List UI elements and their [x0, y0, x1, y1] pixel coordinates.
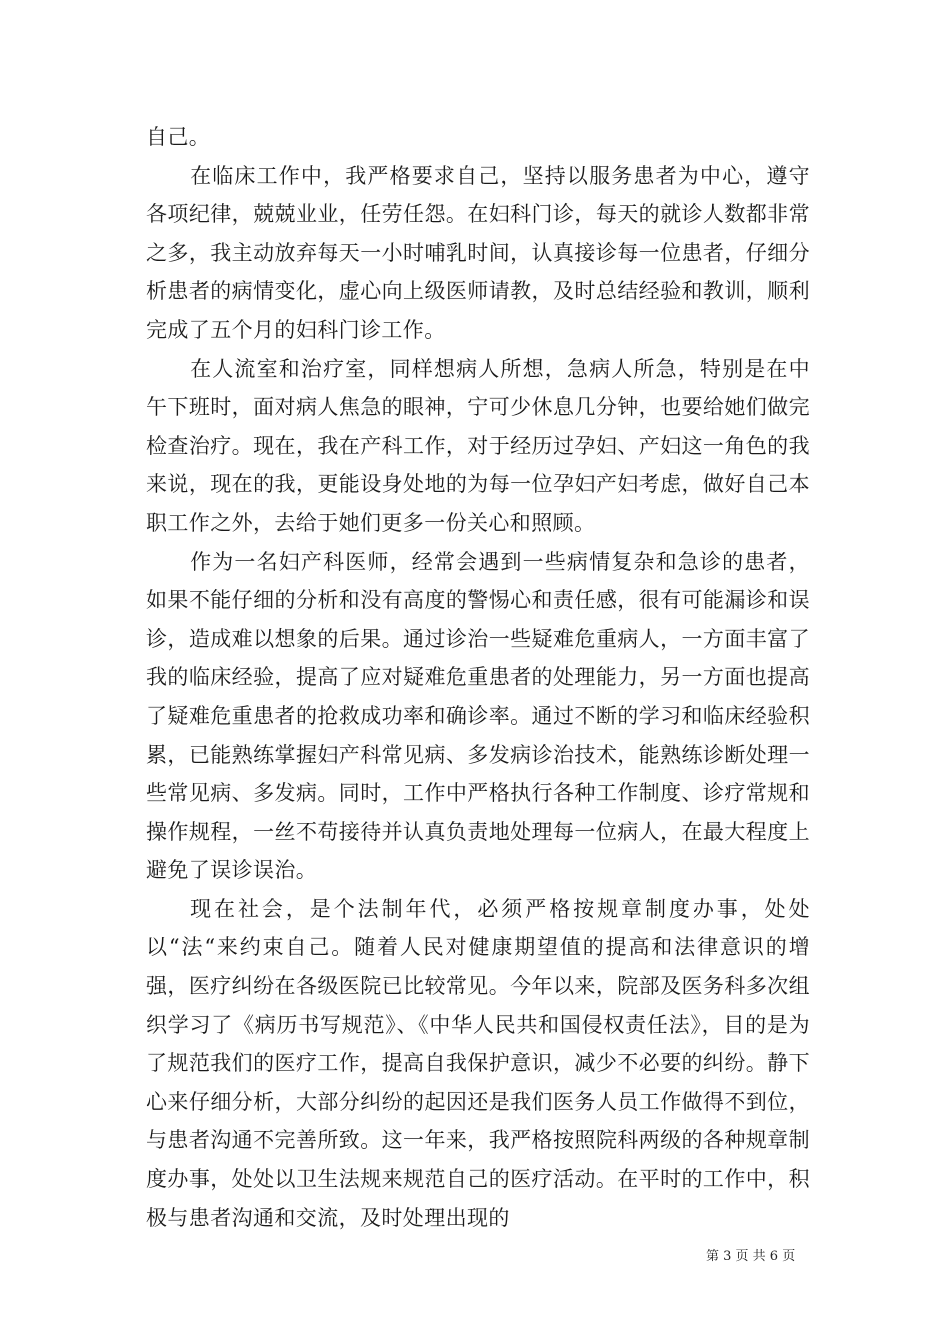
paragraph-continuation: 自己。: [146, 125, 211, 149]
paragraph-legal-era: 现在社会，是个法制年代，必须严格按规章制度办事，处处以“法“来约束自己。随着人民对健康期望值的提高和法律意识的增强，医疗纠纷在各级医院已比较常见。今年以来，院部及医务科多次组织学习了《病历书写规范》、《中华人民共和国侵权责任法》，目的是为了规范我们的医疗工作，提高自我保护意识，减少不必要的纠纷。静下心来仔细分析，大部分纠纷的起因还是我们医务人员工作做得不到位，与患者沟通不完善所致。这一年来，我严格按照院科两级的各种规章制度办事，处处以卫生法规来规范自己的医疗活动。在平时的工作中，积极与患者沟通和交流，及时处理出现的: [146, 896, 810, 1230]
paragraph-obstetrics-doctor: 作为一名妇产科医师，经常会遇到一些病情复杂和急诊的患者，如果不能仔细的分析和没有高度的警惕心和责任感，很有可能漏诊和误诊，造成难以想象的后果。通过诊治一些疑难危重病人，一方面丰富了我的临床经验，提高了应对疑难危重患者的处理能力，另一方面也提高了疑难危重患者的抢救成功率和确诊率。通过不断的学习和临床经验积累，已能熟练掌握妇产科常见病、多发病诊治技术，能熟练诊断处理一些常见病、多发病。同时，工作中严格执行各种工作制度、诊疗常规和操作规程，一丝不苟接待并认真负责地处理每一位病人，在最大程度上避免了误诊误治。: [146, 549, 810, 883]
paragraph-treatment-room: 在人流室和治疗室，同样想病人所想，急病人所急，特别是在中午下班时，面对病人焦急的眼神，宁可少休息几分钟，也要给她们做完检查治疗。现在，我在产科工作，对于经历过孕妇、产妇这一角色的我来说，现在的我，更能设身处地的为每一位孕妇产妇考虑，做好自己本职工作之外，去给于她们更多一份关心和照顾。: [146, 356, 810, 535]
page-number-footer: 第 3 页 共 6 页: [706, 1249, 796, 1264]
paragraph-clinical-work: 在临床工作中，我严格要求自己，坚持以服务患者为中心，遵守各项纪律，兢兢业业，任劳任怨。在妇科门诊，每天的就诊人数都非常之多，我主动放弃每天一小时哺乳时间，认真接诊每一位患者，仔细分析患者的病情变化，虚心向上级医师请教，及时总结经验和教训，顺利完成了五个月的妇科门诊工作。: [146, 163, 810, 342]
document-body: [146, 118, 810, 1237]
